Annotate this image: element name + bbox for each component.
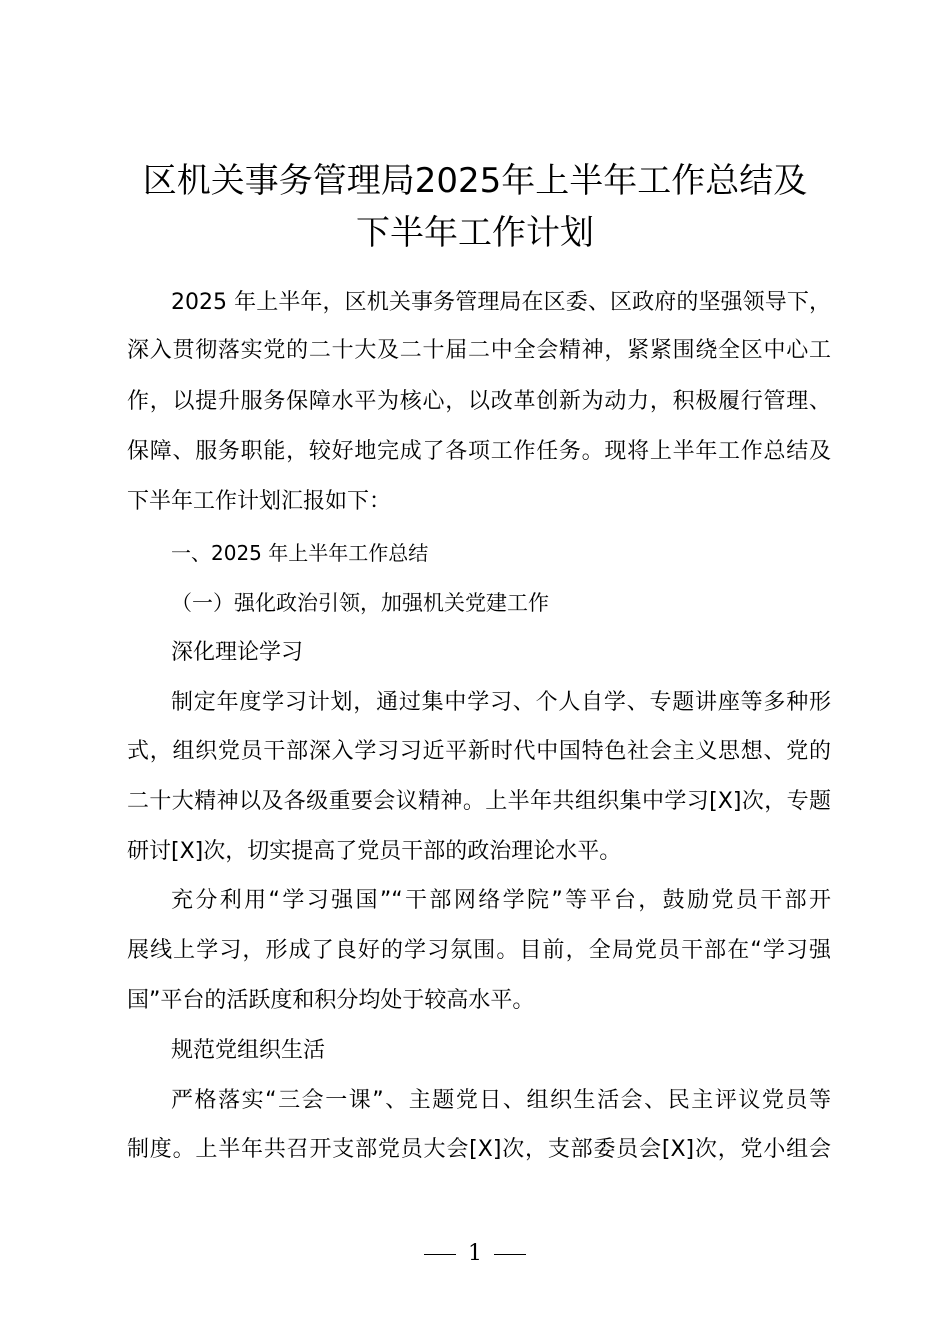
page-number: 1 [468,1241,482,1266]
page-footer [0,1236,950,1272]
body-line: 式，组织党员干部深入学习习近平新时代中国特色社会主义思想、党的 [127,739,831,764]
body-line: 严格落实“三会一课”、主题党日、组织生活会、民主评议党员等 [171,1088,831,1113]
body-line: 制度。上半年共召开支部党员大会[X]次，支部委员会[X]次，党小组会 [127,1137,831,1162]
section-heading: 一、2025 年上半年工作总结 [171,541,429,565]
body-line: 制定年度学习计划，通过集中学习、个人自学、专题讲座等多种形 [171,690,831,715]
footer-dash-left [424,1254,456,1255]
body-line: 展线上学习，形成了良好的学习氛围。目前，全局党员干部在“学习强 [127,938,831,963]
body-line: 作，以提升服务保障水平为核心，以改革创新为动力，积极履行管理、 [127,389,831,414]
body-line: 研讨[X]次，切实提高了党员干部的政治理论水平。 [127,839,622,864]
topic-heading: 深化理论学习 [171,640,304,665]
body-line: 二十大精神以及各级重要会议精神。上半年共组织集中学习[X]次，专题 [127,789,831,814]
body-line: 充分利用“学习强国”“干部网络学院”等平台，鼓励党员干部开 [171,888,831,913]
document-title-line-2: 下半年工作计划 [356,213,594,253]
body-line: 国”平台的活跃度和积分均处于较高水平。 [127,988,535,1013]
footer-dash-right [494,1254,526,1255]
body-line: 2025 年上半年，区机关事务管理局在区委、区政府的坚强领导下， [171,290,831,315]
body-line: 下半年工作计划汇报如下： [127,489,392,514]
topic-heading: 规范党组织生活 [171,1038,326,1063]
document-title-line-1: 区机关事务管理局2025年上半年工作总结及 [142,161,808,201]
subsection-heading: （一）强化政治引领，加强机关党建工作 [171,591,549,615]
body-line: 深入贯彻落实党的二十大及二十届二中全会精神，紧紧围绕全区中心工 [127,338,831,363]
body-line: 保障、服务职能，较好地完成了各项工作任务。现将上半年工作总结及 [127,439,831,464]
